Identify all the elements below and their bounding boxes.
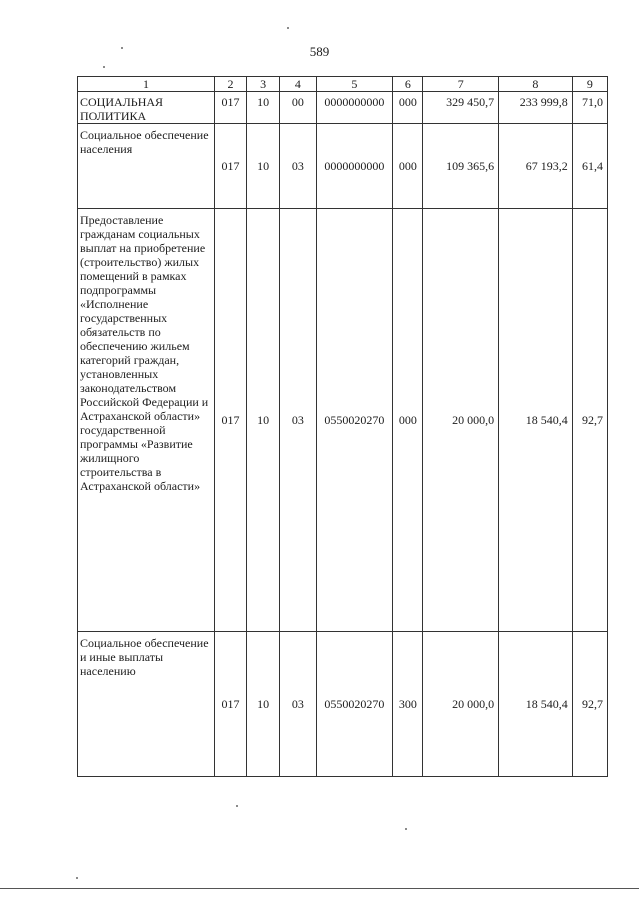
cell-pct: 71,0 <box>572 92 607 124</box>
column-header: 5 <box>316 77 393 92</box>
column-header: 3 <box>247 77 280 92</box>
row-name: Социальное обеспечение и иные выплаты населению <box>78 632 215 777</box>
cell-csr: 0550020270 <box>316 209 393 632</box>
column-header: 2 <box>214 77 246 92</box>
column-header: 9 <box>572 77 607 92</box>
cell-plan: 20 000,0 <box>423 209 499 632</box>
cell-vr: 000 <box>393 209 423 632</box>
scan-speck <box>405 828 407 830</box>
cell-rz: 10 <box>247 92 280 124</box>
page-number: 589 <box>309 44 330 59</box>
scan-speck <box>121 47 123 49</box>
cell-pr: 00 <box>280 92 316 124</box>
cell-fact: 233 999,8 <box>499 92 573 124</box>
column-header: 7 <box>423 77 499 92</box>
scan-speck <box>236 805 238 807</box>
cell-gr: 017 <box>214 209 246 632</box>
table-row <box>78 209 608 632</box>
cell-pr: 03 <box>280 209 316 632</box>
cell-rz: 10 <box>247 632 280 777</box>
cell-csr: 0550020270 <box>316 632 393 777</box>
row-name: Социальное обеспечение населения <box>78 124 215 209</box>
cell-rz: 10 <box>247 124 280 209</box>
cell-vr: 000 <box>393 124 423 209</box>
column-header: 6 <box>393 77 423 92</box>
cell-pct: 92,7 <box>572 632 607 777</box>
budget-table <box>77 76 608 777</box>
table-row <box>78 124 608 209</box>
cell-pct: 92,7 <box>572 209 607 632</box>
cell-pr: 03 <box>280 632 316 777</box>
scan-speck <box>287 27 289 29</box>
table-row <box>78 632 608 777</box>
cell-vr: 300 <box>393 632 423 777</box>
row-name: Предоставление гражданам социальных выплат на приобретение (строительство) жилых помещений в рамках подпрограммы «Исполнение государственных обязательств по обеспечению жильем категорий граждан, установленных законодательством Российской Федерации и Астраханской области» государственной программы «Развитие жилищного строительства в Астраханской области» <box>78 209 215 632</box>
cell-pr: 03 <box>280 124 316 209</box>
cell-gr: 017 <box>214 92 246 124</box>
column-header: 4 <box>280 77 316 92</box>
cell-csr: 0000000000 <box>316 124 393 209</box>
cell-fact: 18 540,4 <box>499 209 573 632</box>
row-name: СОЦИАЛЬНАЯ ПОЛИТИКА <box>78 92 215 124</box>
cell-pct: 61,4 <box>572 124 607 209</box>
scan-speck <box>76 877 78 879</box>
table-header-row <box>78 77 608 92</box>
cell-gr: 017 <box>214 124 246 209</box>
cell-vr: 000 <box>393 92 423 124</box>
cell-plan: 329 450,7 <box>423 92 499 124</box>
cell-csr: 0000000000 <box>316 92 393 124</box>
cell-gr: 017 <box>214 632 246 777</box>
table-row <box>78 92 608 124</box>
cell-rz: 10 <box>247 209 280 632</box>
cell-plan: 109 365,6 <box>423 124 499 209</box>
scan-speck <box>103 66 105 68</box>
page-bottom-rule <box>0 888 639 889</box>
cell-fact: 67 193,2 <box>499 124 573 209</box>
column-header: 8 <box>499 77 573 92</box>
column-header: 1 <box>78 77 215 92</box>
cell-fact: 18 540,4 <box>499 632 573 777</box>
cell-plan: 20 000,0 <box>423 632 499 777</box>
